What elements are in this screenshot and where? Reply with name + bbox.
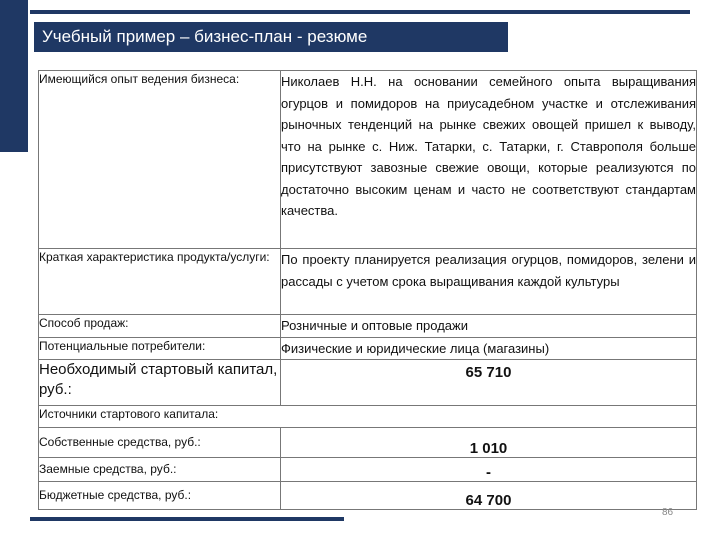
borrowed-funds-label: Заемные средства, руб.: [39,458,281,482]
table-row-experience [39,71,697,249]
table-row-consumers [39,337,697,360]
product-value: По проекту планируется реализация огурцов, помидоров, зелени и рассады с учетом срока выращивания каждой культуры [281,249,697,315]
sales-method-label: Способ продаж: [39,315,281,338]
business-plan-table [38,70,697,510]
top-accent-line [30,10,690,14]
own-funds-value: 1 010 [281,428,697,458]
start-capital-value: 65 710 [281,360,697,406]
budget-funds-label: Бюджетные средства, руб.: [39,482,281,510]
table-row-start-capital [39,360,697,406]
consumers-value: Физические и юридические лица (магазины) [281,337,697,360]
table-row-product [39,249,697,315]
consumers-label: Потенциальные потребители: [39,337,281,360]
table-row-borrowed-funds [39,458,697,482]
experience-value: Николаев Н.Н. на основании семейного опыта выращивания огурцов и помидоров на приусадебном участке и отслеживания рыночных тенденций на рынке свежих овощей пришел к выводу, что на рынке с. Ниж. Татарки, с. Татарки, г. Ставрополя больше присутствуют завозные свежие овощи, которые реализуются по достаточно высоким ценам и часто не соответствуют стандартам качества. [281,71,697,249]
left-accent-bar [0,0,28,152]
budget-funds-value: 64 700 [281,482,697,510]
table-row-sales-method [39,315,697,338]
sources-header: Источники стартового капитала: [39,406,697,428]
table-row-budget-funds [39,482,697,510]
sales-method-value: Розничные и оптовые продажи [281,315,697,338]
table-row-own-funds [39,428,697,458]
experience-label: Имеющийся опыт ведения бизнеса: [39,71,281,249]
product-label: Краткая характеристика продукта/услуги: [39,249,281,315]
slide-title: Учебный пример – бизнес-план - резюме [34,22,508,52]
bottom-accent-line [30,517,344,521]
own-funds-label: Собственные средства, руб.: [39,428,281,458]
start-capital-label: Необходимый стартовый капитал, руб.: [39,360,281,406]
page-number: 86 [662,507,674,518]
borrowed-funds-value: - [281,458,697,482]
table-row-sources-header [39,406,697,428]
